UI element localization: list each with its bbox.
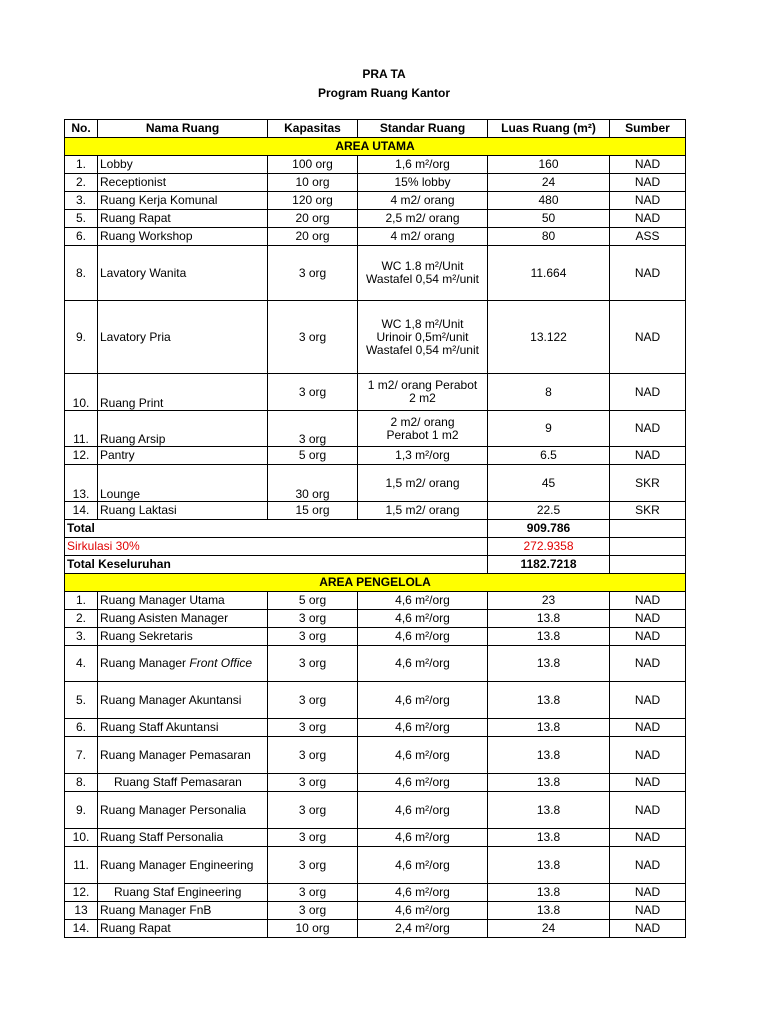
grand-total-row xyxy=(65,556,686,574)
program-table xyxy=(64,119,686,938)
header-nama: Nama Ruang xyxy=(98,120,268,138)
row-no: 5. xyxy=(65,682,98,719)
table-row xyxy=(65,847,686,884)
row-no: 6. xyxy=(65,228,98,246)
row-luas: 11.664 xyxy=(488,246,610,301)
standar-line: 4,6 m²/org xyxy=(395,885,450,899)
table-row xyxy=(65,411,686,447)
standar-line: Wastafel 0,54 m²/unit xyxy=(366,342,479,357)
row-sumber: NAD xyxy=(610,192,686,210)
standar-line: 1 m2/ orang Perabot xyxy=(367,378,478,392)
row-sumber: NAD xyxy=(610,774,686,792)
row-luas: 13.122 xyxy=(488,301,610,374)
standar-line: 4,6 m²/org xyxy=(395,830,450,844)
row-kapasitas: 3 org xyxy=(268,246,358,301)
row-sumber: NAD xyxy=(610,682,686,719)
row-sumber: NAD xyxy=(610,646,686,682)
row-kapasitas: 3 org xyxy=(268,884,358,902)
row-sumber: NAD xyxy=(610,719,686,737)
row-nama: Ruang Staff Personalia xyxy=(98,829,268,847)
row-nama: Ruang Arsip xyxy=(98,411,268,447)
row-no: 11. xyxy=(65,411,98,447)
row-sumber: NAD xyxy=(610,792,686,829)
row-sumber: NAD xyxy=(610,301,686,374)
row-nama: Ruang Manager Utama xyxy=(98,592,268,610)
standar-line: 4,6 m²/org xyxy=(395,656,450,670)
row-standar xyxy=(358,719,488,737)
row-no: 9. xyxy=(65,301,98,374)
row-standar xyxy=(358,884,488,902)
row-no: 8. xyxy=(65,774,98,792)
table-row xyxy=(65,465,686,502)
row-nama: Ruang Workshop xyxy=(98,228,268,246)
row-luas: 80 xyxy=(488,228,610,246)
section-header-utama xyxy=(65,138,686,156)
row-luas: 480 xyxy=(488,192,610,210)
row-nama: Lavatory Pria xyxy=(98,301,268,374)
row-sumber: NAD xyxy=(610,411,686,447)
standar-line: WC 1,8 m²/Unit xyxy=(381,316,464,331)
header-luas: Luas Ruang (m²) xyxy=(488,120,610,138)
row-standar xyxy=(358,411,488,447)
row-luas: 8 xyxy=(488,374,610,411)
table-row xyxy=(65,210,686,228)
row-nama: Ruang Asisten Manager xyxy=(98,610,268,628)
row-kapasitas: 120 org xyxy=(268,192,358,210)
row-no: 14. xyxy=(65,502,98,520)
table-row xyxy=(65,592,686,610)
table-row xyxy=(65,301,686,374)
row-standar xyxy=(358,174,488,192)
row-luas: 24 xyxy=(488,920,610,938)
standar-line: 1,6 m²/org xyxy=(395,157,450,171)
row-standar xyxy=(358,210,488,228)
row-luas: 13.8 xyxy=(488,829,610,847)
row-sumber: NAD xyxy=(610,737,686,774)
row-nama: Ruang Print xyxy=(98,374,268,411)
total-row xyxy=(65,520,686,538)
row-no: 3. xyxy=(65,628,98,646)
grand-total-label: Total Keseluruhan xyxy=(65,556,488,574)
row-nama: Ruang Laktasi xyxy=(98,502,268,520)
standar-line: 4 m2/ orang xyxy=(390,193,455,207)
grand-total-empty xyxy=(610,556,686,574)
standar-line: 4,6 m²/org xyxy=(395,692,450,707)
row-no: 12. xyxy=(65,447,98,465)
row-no: 3. xyxy=(65,192,98,210)
table-row xyxy=(65,192,686,210)
row-kapasitas: 5 org xyxy=(268,592,358,610)
row-nama: Ruang Rapat xyxy=(98,210,268,228)
standar-line: 15% lobby xyxy=(394,175,451,189)
row-kapasitas: 15 org xyxy=(268,502,358,520)
standar-line: Perabot 1 m2 xyxy=(386,427,459,442)
table-row xyxy=(65,646,686,682)
row-nama: Ruang Staff Akuntansi xyxy=(98,719,268,737)
page-subtitle: Program Ruang Kantor xyxy=(317,86,450,100)
standar-line: 1,3 m²/org xyxy=(395,448,450,462)
table-row xyxy=(65,502,686,520)
table-row xyxy=(65,628,686,646)
row-sumber: SKR xyxy=(610,502,686,520)
row-standar xyxy=(358,228,488,246)
sirkulasi-empty xyxy=(610,538,686,556)
table-row xyxy=(65,246,686,301)
standar-line: 2,4 m²/org xyxy=(395,921,450,935)
table-row xyxy=(65,682,686,719)
row-kapasitas: 10 org xyxy=(268,174,358,192)
row-kapasitas: 10 org xyxy=(268,920,358,938)
row-standar xyxy=(358,737,488,774)
section-header-pengelola xyxy=(65,574,686,592)
section-label: AREA PENGELOLA xyxy=(65,574,686,592)
row-no: 1. xyxy=(65,592,98,610)
row-nama: Pantry xyxy=(98,447,268,465)
row-sumber: NAD xyxy=(610,374,686,411)
row-standar xyxy=(358,465,488,502)
row-standar xyxy=(358,156,488,174)
row-nama: Lavatory Wanita xyxy=(98,246,268,301)
row-standar xyxy=(358,774,488,792)
table-row xyxy=(65,719,686,737)
row-sumber: NAD xyxy=(610,447,686,465)
row-standar xyxy=(358,646,488,682)
row-nama: Ruang Manager Engineering xyxy=(98,847,268,884)
total-empty xyxy=(610,520,686,538)
header-row xyxy=(65,120,686,138)
table-row xyxy=(65,920,686,938)
row-no: 10. xyxy=(65,374,98,411)
row-luas: 13.8 xyxy=(488,646,610,682)
row-kapasitas: 100 org xyxy=(268,156,358,174)
page-title: PRA TA xyxy=(362,67,406,81)
row-luas: 45 xyxy=(488,465,610,502)
row-sumber: NAD xyxy=(610,246,686,301)
standar-line: 4,6 m²/org xyxy=(395,775,450,789)
row-luas: 9 xyxy=(488,411,610,447)
row-no: 14. xyxy=(65,920,98,938)
row-no: 6. xyxy=(65,719,98,737)
row-standar xyxy=(358,792,488,829)
standar-line: 2 m2/ orang xyxy=(390,414,455,429)
row-standar xyxy=(358,592,488,610)
row-luas: 13.8 xyxy=(488,792,610,829)
row-nama: Lounge xyxy=(98,465,268,502)
row-no: 2. xyxy=(65,610,98,628)
table-row xyxy=(65,228,686,246)
row-sumber: NAD xyxy=(610,592,686,610)
row-kapasitas: 3 org xyxy=(268,682,358,719)
row-standar xyxy=(358,246,488,301)
row-kapasitas: 30 org xyxy=(268,465,358,502)
row-luas: 13.8 xyxy=(488,884,610,902)
row-luas: 13.8 xyxy=(488,719,610,737)
grand-total-value: 1182.7218 xyxy=(488,556,610,574)
row-nama-text: Ruang Manager xyxy=(100,656,190,670)
row-sumber: NAD xyxy=(610,847,686,884)
row-no: 11. xyxy=(65,847,98,884)
row-no: 12. xyxy=(65,884,98,902)
row-kapasitas: 3 org xyxy=(268,847,358,884)
row-luas: 23 xyxy=(488,592,610,610)
row-sumber: NAD xyxy=(610,174,686,192)
row-standar xyxy=(358,682,488,719)
table-row xyxy=(65,774,686,792)
row-luas: 13.8 xyxy=(488,902,610,920)
row-standar xyxy=(358,610,488,628)
row-sumber: ASS xyxy=(610,228,686,246)
standar-line: WC 1.8 m²/Unit xyxy=(381,259,464,273)
header-sumber: Sumber xyxy=(610,120,686,138)
sirkulasi-value: 272.9358 xyxy=(488,538,610,556)
standar-line: 4,6 m²/org xyxy=(395,857,450,872)
standar-line: 4,6 m²/org xyxy=(395,593,450,607)
row-nama: Ruang Sekretaris xyxy=(98,628,268,646)
row-nama-italic: Front Office xyxy=(189,656,253,670)
sirkulasi-label: Sirkulasi 30% xyxy=(65,538,488,556)
standar-line: 2 m2 xyxy=(409,391,436,405)
row-standar xyxy=(358,847,488,884)
row-nama: Ruang Staff Pemasaran xyxy=(98,774,268,792)
standar-line: 4,6 m²/org xyxy=(395,903,450,917)
row-luas: 160 xyxy=(488,156,610,174)
row-sumber: SKR xyxy=(610,465,686,502)
row-standar xyxy=(358,902,488,920)
standar-line: 1,5 m2/ orang xyxy=(385,503,460,517)
table-row xyxy=(65,156,686,174)
table-row xyxy=(65,884,686,902)
row-nama: Ruang Kerja Komunal xyxy=(98,192,268,210)
row-nama: Ruang Rapat xyxy=(98,920,268,938)
row-nama: Ruang Manager Akuntansi xyxy=(98,682,268,719)
table-row xyxy=(65,174,686,192)
row-luas: 50 xyxy=(488,210,610,228)
row-luas: 13.8 xyxy=(488,682,610,719)
row-nama: Ruang Manager FnB xyxy=(98,902,268,920)
row-no: 9. xyxy=(65,792,98,829)
row-kapasitas: 3 org xyxy=(268,374,358,411)
row-luas: 24 xyxy=(488,174,610,192)
row-sumber: NAD xyxy=(610,210,686,228)
total-label: Total xyxy=(65,520,488,538)
row-sumber: NAD xyxy=(610,902,686,920)
row-no: 13 xyxy=(65,902,98,920)
row-nama xyxy=(98,646,268,682)
row-luas: 22.5 xyxy=(488,502,610,520)
standar-line: 4,6 m²/org xyxy=(395,747,450,762)
row-luas: 13.8 xyxy=(488,628,610,646)
row-nama: Receptionist xyxy=(98,174,268,192)
standar-line: 4 m2/ orang xyxy=(390,229,455,243)
row-no: 7. xyxy=(65,737,98,774)
row-no: 1. xyxy=(65,156,98,174)
table-row xyxy=(65,792,686,829)
row-luas: 13.8 xyxy=(488,610,610,628)
row-luas: 13.8 xyxy=(488,774,610,792)
table-row xyxy=(65,829,686,847)
standar-line: 4,6 m²/org xyxy=(395,720,450,734)
row-no: 5. xyxy=(65,210,98,228)
row-kapasitas: 3 org xyxy=(268,737,358,774)
row-luas: 13.8 xyxy=(488,847,610,884)
header-no: No. xyxy=(65,120,98,138)
standar-line: 4,6 m²/org xyxy=(395,611,450,625)
row-no: 2. xyxy=(65,174,98,192)
table-row xyxy=(65,374,686,411)
row-no: 8. xyxy=(65,246,98,301)
row-sumber: NAD xyxy=(610,920,686,938)
row-standar xyxy=(358,628,488,646)
row-luas: 6.5 xyxy=(488,447,610,465)
row-kapasitas: 3 org xyxy=(268,610,358,628)
header-standar: Standar Ruang xyxy=(358,120,488,138)
row-nama: Ruang Staf Engineering xyxy=(98,884,268,902)
row-kapasitas: 3 org xyxy=(268,628,358,646)
row-kapasitas: 3 org xyxy=(268,646,358,682)
standar-line: 1,5 m2/ orang xyxy=(385,475,460,490)
row-standar xyxy=(358,374,488,411)
row-kapasitas: 20 org xyxy=(268,210,358,228)
row-standar xyxy=(358,920,488,938)
standar-line: 4,6 m²/org xyxy=(395,802,450,817)
standar-line: Urinoir 0,5m²/unit xyxy=(376,329,469,344)
table-row xyxy=(65,737,686,774)
row-standar xyxy=(358,502,488,520)
row-standar xyxy=(358,447,488,465)
row-kapasitas: 5 org xyxy=(268,447,358,465)
row-sumber: NAD xyxy=(610,884,686,902)
row-kapasitas: 3 org xyxy=(268,411,358,447)
row-kapasitas: 3 org xyxy=(268,902,358,920)
row-no: 10. xyxy=(65,829,98,847)
row-nama: Ruang Manager Pemasaran xyxy=(98,737,268,774)
row-kapasitas: 3 org xyxy=(268,829,358,847)
row-kapasitas: 3 org xyxy=(268,792,358,829)
row-kapasitas: 3 org xyxy=(268,719,358,737)
row-standar xyxy=(358,192,488,210)
table-row xyxy=(65,902,686,920)
table-row xyxy=(65,610,686,628)
standar-line: 2,5 m2/ orang xyxy=(385,211,460,225)
row-standar xyxy=(358,301,488,374)
total-value: 909.786 xyxy=(488,520,610,538)
row-sumber: NAD xyxy=(610,628,686,646)
row-kapasitas: 3 org xyxy=(268,301,358,374)
row-no: 4. xyxy=(65,646,98,682)
row-no: 13. xyxy=(65,465,98,502)
row-sumber: NAD xyxy=(610,156,686,174)
row-kapasitas: 20 org xyxy=(268,228,358,246)
sirkulasi-row xyxy=(65,538,686,556)
table-row xyxy=(65,447,686,465)
row-sumber: NAD xyxy=(610,610,686,628)
standar-line: Wastafel 0,54 m²/unit xyxy=(366,272,479,286)
row-kapasitas: 3 org xyxy=(268,774,358,792)
row-nama: Lobby xyxy=(98,156,268,174)
row-luas: 13.8 xyxy=(488,737,610,774)
row-sumber: NAD xyxy=(610,829,686,847)
row-nama: Ruang Manager Personalia xyxy=(98,792,268,829)
standar-line: 4,6 m²/org xyxy=(395,629,450,643)
row-standar xyxy=(358,829,488,847)
section-label: AREA UTAMA xyxy=(65,138,686,156)
header-kapasitas: Kapasitas xyxy=(268,120,358,138)
